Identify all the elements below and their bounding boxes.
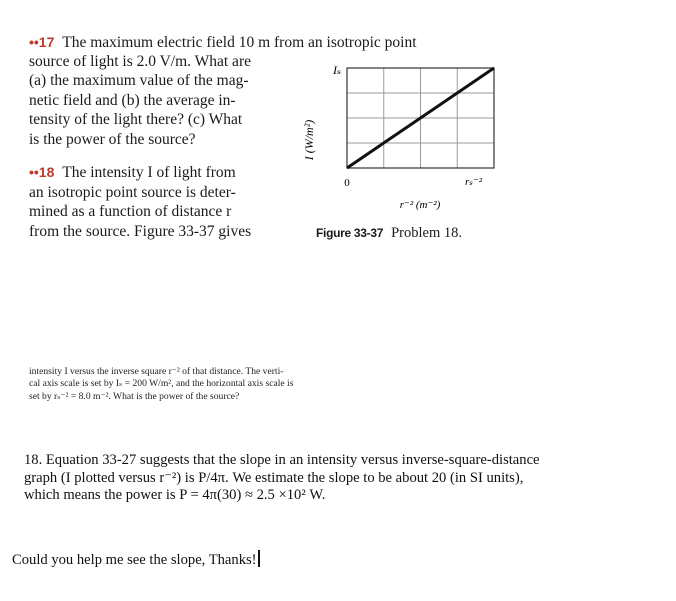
solution-line-3: which means the power is P = 4π(30) ≈ 2.5 ×10² W. (24, 487, 326, 504)
problem-18 (29, 163, 236, 182)
problem-17-number: ••17 (29, 34, 55, 50)
x-tick-label: rₛ⁻² (465, 176, 483, 188)
text-cursor (258, 550, 260, 567)
x-origin-label: 0 (344, 177, 350, 189)
problem-17-line-3: (a) the maximum value of the mag- (29, 72, 249, 90)
problem-18-line-3: mined as a function of distance r (29, 203, 232, 221)
problem-17-line-5: tensity of the light there? (c) What (29, 111, 243, 129)
figure-caption-text: Problem 18. (391, 225, 462, 241)
problem-17-body (29, 52, 251, 149)
problem-18-number: ••18 (29, 164, 55, 180)
user-question-text: Could you help me see the slope, Thanks! (12, 552, 257, 568)
continuation-line-2: cal axis scale is set by Iₛ = 200 W/m², and the horizontal axis scale is (29, 378, 294, 390)
problem-18-line-1: The intensity I of light from (62, 164, 236, 181)
problem-18-line-4: from the source. Figure 33-37 gives (29, 222, 252, 240)
problem-18-continuation (29, 366, 293, 403)
problem-17-line-4: netic field and (b) the average in- (29, 91, 236, 109)
problem-17-line-6: is the power of the source? (29, 130, 196, 148)
figure-caption-label: Figure 33-37 (316, 226, 384, 240)
figure-33-37 (285, 58, 505, 228)
problem-18-line-2: an isotropic point source is deter- (29, 184, 236, 201)
problem-18-body (29, 183, 251, 241)
figure-caption (316, 224, 462, 242)
continuation-line-1: intensity I versus the inverse square r⁻² of that distance. The verti- (29, 366, 284, 377)
problem-17-line-1: The maximum electric field 10 m from an isotropic point (62, 34, 417, 51)
problem-17-line-2: source of light is 2.0 V/m. What are (29, 53, 251, 70)
solution-text (24, 452, 540, 505)
x-axis-label: r⁻² (m⁻²) (399, 199, 441, 211)
solution-line-1: 18. Equation 33-27 suggests that the slope in an intensity versus inverse-square-distance (24, 452, 540, 468)
y-axis-label: I (W/m²) (302, 119, 316, 161)
solution-line-2: graph (I plotted versus r⁻²) is P/4π. We estimate the slope to be about 20 (in SI units), (24, 469, 524, 486)
continuation-line-3: set by rₛ⁻² = 8.0 m⁻². What is the power of the source? (29, 390, 240, 402)
user-question[interactable] (12, 550, 260, 569)
problem-17 (29, 33, 417, 52)
y-tick-label: Iₛ (333, 63, 342, 77)
